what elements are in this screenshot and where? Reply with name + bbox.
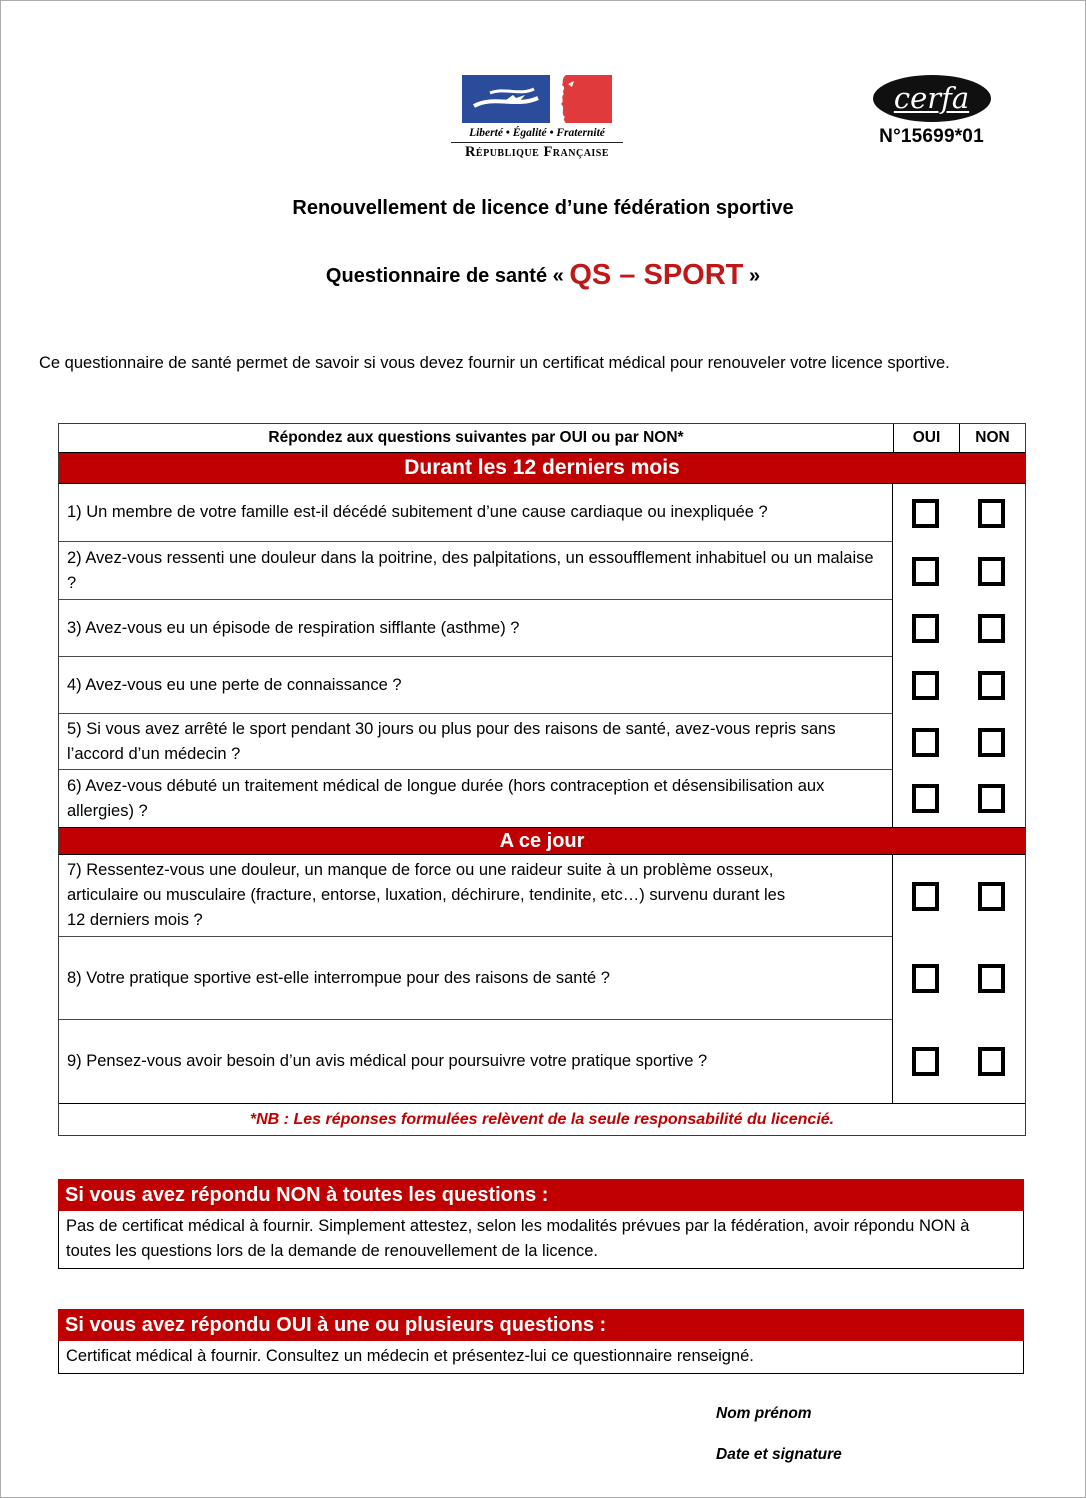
checkbox-q8-oui[interactable] (912, 964, 939, 993)
section-band-a-ce-jour: A ce jour (59, 827, 1025, 855)
checkbox-q5-oui[interactable] (912, 728, 939, 757)
checkbox-row-6 (893, 770, 1024, 827)
checkbox-q3-non[interactable] (978, 614, 1005, 643)
cerfa-logo-icon (873, 75, 991, 122)
marianne-logo-icon (462, 75, 612, 123)
result-box-non-title: Si vous avez répondu NON à toutes les questions : (58, 1179, 1024, 1211)
cerfa-number: N°15699*01 (879, 126, 984, 147)
checkbox-q7-oui[interactable] (912, 882, 939, 911)
section-12-mois (59, 484, 1025, 827)
intro-paragraph: Ce questionnaire de santé permet de savoir si vous devez fournir un certificat médical pour renouveler votre licence sportive. (39, 354, 950, 372)
checkbox-q3-oui[interactable] (912, 614, 939, 643)
checkbox-row-4 (893, 657, 1024, 714)
result-box-oui-title: Si vous avez répondu OUI à une ou plusieurs questions : (58, 1309, 1024, 1341)
question-row-8: 8) Votre pratique sportive est-elle interrompue pour des raisons de santé ? (59, 937, 892, 1020)
checkbox-q6-oui[interactable] (912, 784, 939, 813)
questionnaire-table (58, 423, 1026, 1136)
motto-text: Liberté • Égalité • Fraternité (451, 127, 623, 143)
section-band-12-mois: Durant les 12 derniers mois (59, 452, 1025, 484)
table-header-question: Répondez aux questions suivantes par OUI ou par NON* (59, 424, 894, 452)
checkbox-q4-oui[interactable] (912, 671, 939, 700)
checkbox-q8-non[interactable] (978, 964, 1005, 993)
result-box-oui (58, 1309, 1024, 1374)
section-a-ce-jour (59, 855, 1025, 1103)
table-header-oui: OUI (894, 424, 960, 452)
checkbox-row-7 (893, 855, 1024, 937)
question-row-1: 1) Un membre de votre famille est-il décédé subitement d’une cause cardiaque ou inexpliquée ? (59, 484, 892, 542)
question-row-2: 2) Avez-vous ressenti une douleur dans la poitrine, des palpitations, un essoufflement inhabituel ou un malaise ? (59, 542, 892, 600)
checkbox-q6-non[interactable] (978, 784, 1005, 813)
cerfa-logo-text: cerfa (893, 81, 970, 115)
question-row-5: 5) Si vous avez arrêté le sport pendant 30 jours ou plus pour des raisons de santé, avez-vous repris sans l’accord d’un médecin ? (59, 714, 892, 770)
question-row-4: 4) Avez-vous eu une perte de connaissance ? (59, 657, 892, 714)
section-questions (59, 855, 893, 1103)
checkbox-q9-non[interactable] (978, 1047, 1005, 1076)
checkbox-q5-non[interactable] (978, 728, 1005, 757)
table-header-non: NON (975, 429, 1010, 446)
table-header-row (59, 424, 1025, 452)
form-subtitle (1, 259, 1085, 292)
section-checkboxes (893, 855, 1024, 1103)
section-questions (59, 484, 893, 827)
cerfa-block (869, 75, 994, 148)
checkbox-row-5 (893, 714, 1024, 770)
checkbox-q2-non[interactable] (978, 557, 1005, 586)
signature-area (716, 1405, 842, 1487)
question-row-9: 9) Pensez-vous avoir besoin d’un avis médical pour poursuivre votre pratique sportive ? (67, 1052, 708, 1071)
checkbox-row-2 (893, 542, 1024, 600)
date-signature-label: Date et signature (716, 1446, 842, 1463)
name-label: Nom prénom (716, 1405, 812, 1422)
form-title: Renouvellement de licence d’une fédération sportive (292, 197, 794, 219)
section-checkboxes (893, 484, 1024, 827)
result-box-oui-body: Certificat médical à fournir. Consultez un médecin et présentez-lui ce questionnaire renseigné. (58, 1341, 1024, 1374)
result-box-non-body: Pas de certificat médical à fournir. Simplement attestez, selon les modalités prévues par la fédération, avoir répondu NON à toutes les questions lors de la demande de renouvellement de la licence. (58, 1211, 1024, 1269)
government-logo-block (451, 75, 623, 161)
question-row-6: 6) Avez-vous débuté un traitement médical de longue durée (hors contraception et désensibilisation aux allergies) ? (67, 776, 825, 820)
checkbox-q1-oui[interactable] (912, 499, 939, 528)
checkbox-q7-non[interactable] (978, 882, 1005, 911)
question-row-7: 7) Ressentez-vous une douleur, un manque de force ou une raideur suite à un problème osseux, articulaire ou musculaire (fracture, entorse, luxation, déchirure, tendinite, etc…) survenu durant les 12 derniers mois ? (59, 855, 892, 937)
question-row-3: 3) Avez-vous eu un épisode de respiration sifflante (asthme) ? (59, 600, 892, 657)
checkbox-row-9 (893, 1020, 1024, 1103)
checkbox-row-3 (893, 600, 1024, 657)
result-box-non (58, 1179, 1024, 1269)
checkbox-q2-oui[interactable] (912, 557, 939, 586)
checkbox-row-1 (893, 484, 1024, 542)
checkbox-q9-oui[interactable] (912, 1047, 939, 1076)
checkbox-row-8 (893, 937, 1024, 1020)
checkbox-q1-non[interactable] (978, 499, 1005, 528)
subtitle-prefix: Questionnaire de santé « (325, 265, 570, 287)
republique-francaise-text: République Française (464, 144, 610, 160)
subtitle-suffix: » (743, 265, 761, 287)
subtitle-qs-sport: QS – SPORT (569, 259, 744, 291)
checkbox-q4-non[interactable] (978, 671, 1005, 700)
table-footnote: *NB : Les réponses formulées relèvent de la seule responsabilité du licencié. (59, 1103, 1025, 1135)
